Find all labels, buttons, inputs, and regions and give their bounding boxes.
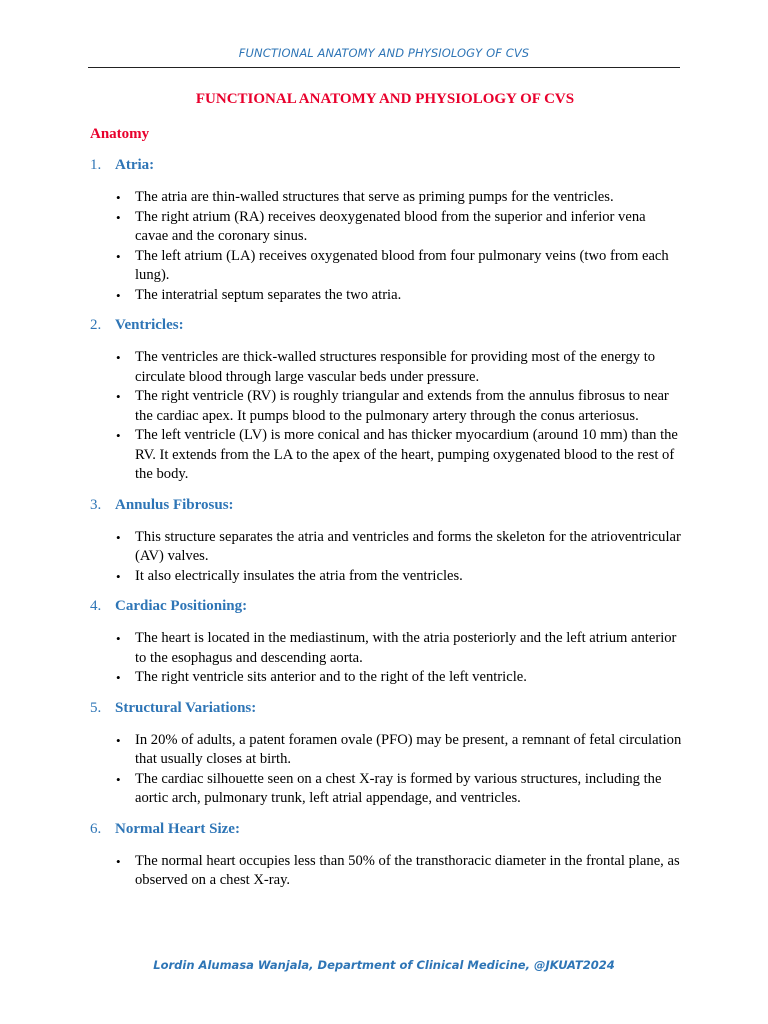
bullet-icon: • [116,853,121,869]
document-body [88,88,682,891]
header-divider [88,67,680,68]
section [88,494,682,587]
bullet-icon: • [116,209,121,225]
bullet-list [88,528,682,587]
section [88,154,682,305]
list-item [88,348,682,387]
list-item [88,247,682,286]
document-title: FUNCTIONAL ANATOMY AND PHYSIOLOGY OF CVS [195,91,575,107]
section [88,697,682,809]
list-item-text: The normal heart occupies less than 50% of the transthoracic diameter in the frontal plane, as observed on a chest X-ray. [135,852,680,888]
list-item-text: The right atrium (RA) receives deoxygenated blood from the superior and inferior vena cavae and the coronary sinus. [135,208,646,244]
bullet-icon: • [116,670,121,685]
list-item-text: The right ventricle sits anterior and to the right of the left ventricle. [135,669,527,685]
bullet-icon: • [116,568,121,584]
section-number: 3. [90,496,102,513]
section-heading [88,314,682,336]
list-item-text: The interatrial septum separates the two atria. [135,286,402,303]
section-title: Normal Heart Size: [115,820,240,837]
sections-container [88,154,682,891]
bullet-icon: • [116,350,121,365]
bullet-list [88,852,682,891]
list-item [88,770,682,809]
bullet-list [88,188,682,305]
section-heading [88,494,682,516]
list-item-text: The heart is located in the mediastinum, with the atria posteriorly and the left atrium anterior to the esophagus and descending aorta. [135,630,677,666]
page-footer: Lordin Alumasa Wanjala, Department of Clinical Medicine, @JKUAT2024 [153,958,615,972]
list-item-text: It also electrically insulates the atria from the ventricles. [135,567,463,584]
list-item-text: The left atrium (LA) receives oxygenated blood from four pulmonary veins (two from each lung). [135,247,669,283]
bullet-list [88,731,682,809]
list-item [88,188,682,208]
list-item [88,387,682,426]
section-title: Annulus Fibrosus: [115,496,234,513]
bullet-icon: • [116,428,121,443]
section [88,314,682,485]
section-heading [88,697,682,719]
list-item [88,528,682,567]
bullet-icon: • [116,732,121,748]
bullet-icon: • [116,771,121,787]
section-number: 1. [90,157,102,173]
section-title: Cardiac Positioning: [115,598,248,614]
bullet-list [88,629,682,688]
list-item [88,208,682,247]
list-item-text: The ventricles are thick-walled structures responsible for providing most of the energy to circulate blood through large vascular beds under pressure. [135,349,656,385]
list-item-text: This structure separates the atria and ventricles and forms the skeleton for the atrioventricular (AV) valves. [135,528,681,564]
list-item-text: In 20% of adults, a patent foramen ovale (PFO) may be present, a remnant of fetal circulation that usually closes at birth. [135,731,682,767]
section-heading [88,818,682,840]
section-number: 6. [90,820,102,837]
section-heading [88,154,682,176]
bullet-icon: • [116,248,121,264]
list-item [88,629,682,668]
running-header: FUNCTIONAL ANATOMY AND PHYSIOLOGY OF CVS [238,46,530,60]
section [88,595,682,688]
section-title: Structural Variations: [115,699,257,716]
list-item [88,286,682,306]
list-item-text: The left ventricle (LV) is more conical and has thicker myocardium (around 10 mm) than the RV. It extends from the LA to the apex of the heart, pumping oxygenated blood to the rest of the body. [135,427,678,482]
bullet-icon: • [116,631,121,646]
list-item [88,567,682,587]
list-item-text: The atria are thin-walled structures that serve as priming pumps for the ventricles. [135,189,614,205]
bullet-icon: • [116,529,121,545]
list-item-text: The cardiac silhouette seen on a chest X-ray is formed by various structures, including the aortic arch, pulmonary trunk, left atrial appendage, and ventricles. [135,770,662,806]
section-title: Ventricles: [115,317,184,333]
section-number: 2. [90,317,102,333]
list-item [88,731,682,770]
bullet-icon: • [116,389,121,404]
section-number: 5. [90,699,102,716]
bullet-icon: • [116,190,121,205]
anatomy-heading: Anatomy [90,126,150,142]
list-item [88,426,682,485]
section-number: 4. [90,598,102,614]
bullet-list [88,348,682,485]
section-title: Atria: [115,157,155,173]
section-heading [88,595,682,617]
list-item [88,668,682,688]
section [88,818,682,891]
bullet-icon: • [116,287,121,303]
list-item-text: The right ventricle (RV) is roughly triangular and extends from the annulus fibrosus to near the cardiac apex. It pumps blood to the pulmonary artery through the conus arteriosus. [135,388,669,424]
list-item [88,852,682,891]
